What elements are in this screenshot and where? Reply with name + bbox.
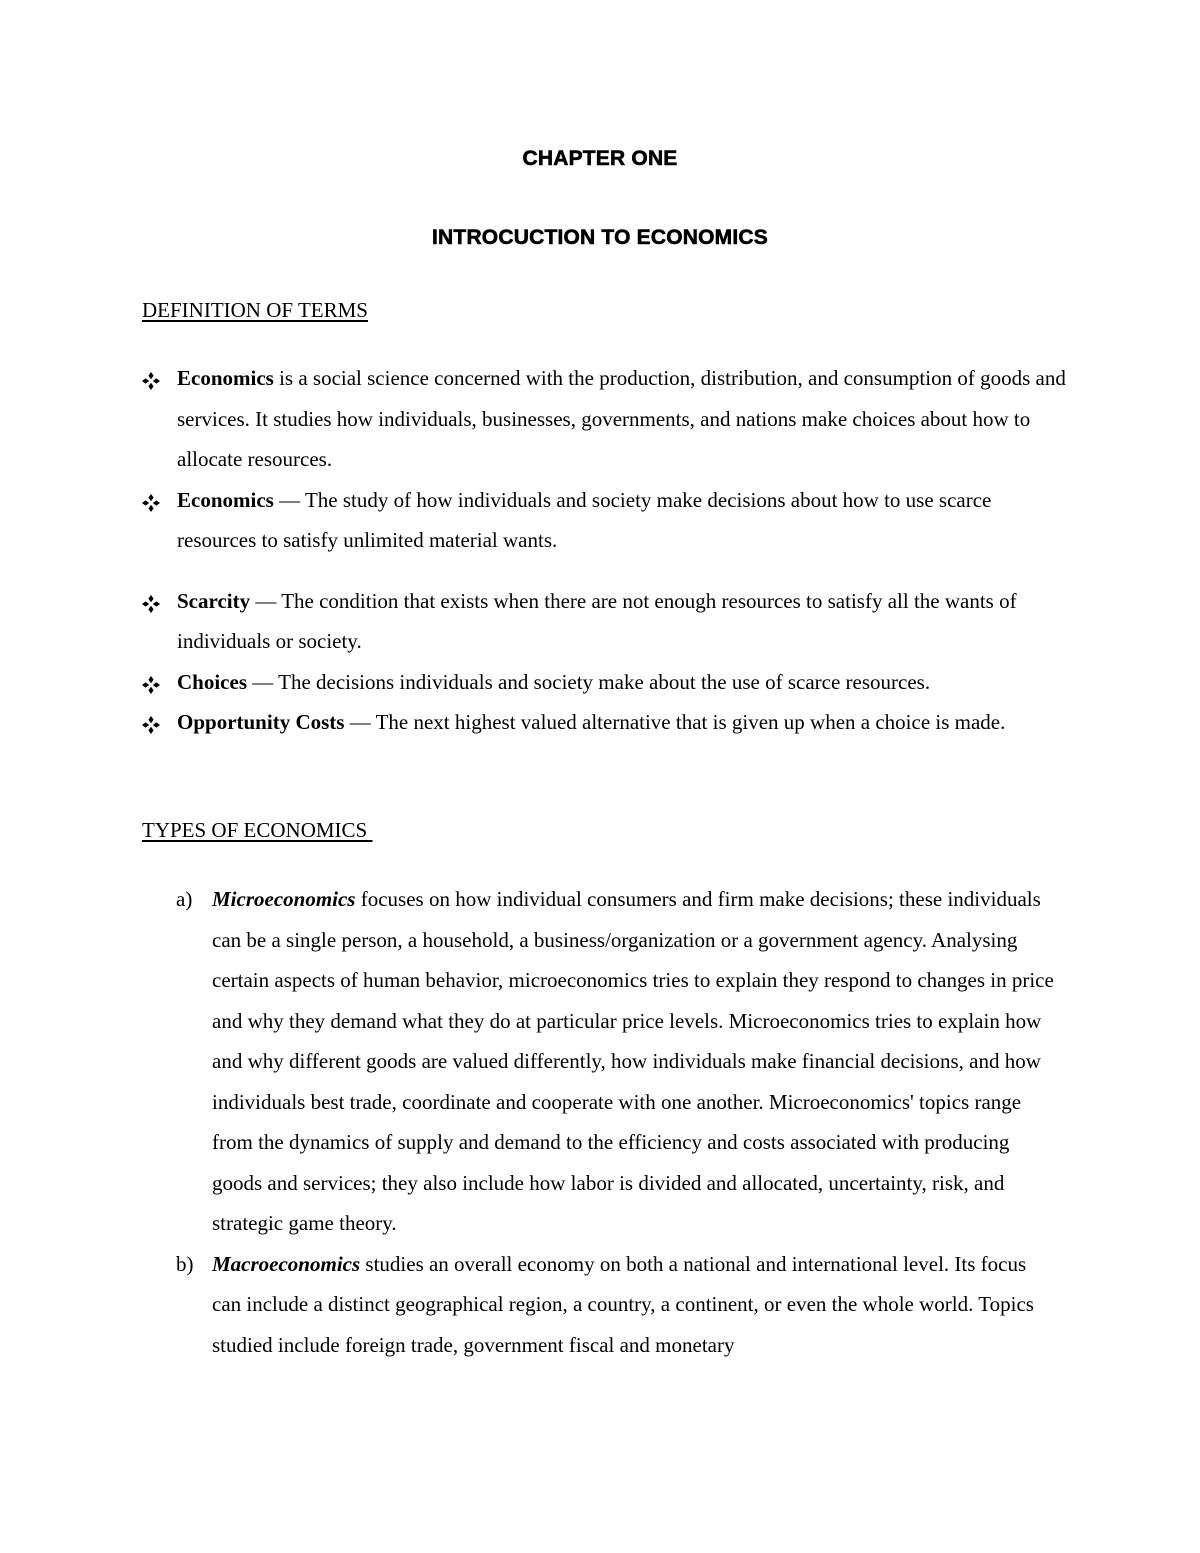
definition-item-opportunity-costs bbox=[142, 702, 1072, 743]
list-marker: a) bbox=[176, 887, 193, 911]
definition-term: Scarcity bbox=[177, 588, 251, 613]
type-text: focuses on how individual consumers and firm make decisions; these individuals can be a single person, a household, a business/organization or a government agency. Analysing certain aspects of human behavior, microeconomics tries to explain they respond to changes in price and why they demand what they do at particular price levels. Microeconomics tries to explain how and why different goods are valued differently, how individuals make financial decisions, and how individuals best trade, coordinate and cooperate with one another. Microeconomics' topics range from the dynamics of supply and demand to the efficiency and costs associated with producing goods and services; they also include how labor is divided and allocated, uncertainty, risk, and strategic game theory. bbox=[212, 887, 1054, 1235]
type-text: studies an overall economy on both a national and international level. Its focus can include a distinct geographical region, a country, a continent, or even the whole world. Topics studied include foreign trade, government fiscal and monetary bbox=[212, 1251, 1034, 1357]
definitions-heading: DEFINITION OF TERMS bbox=[142, 298, 368, 322]
definition-term: Economics bbox=[177, 366, 274, 390]
definition-text: — The study of how individuals and society make decisions about how to use scarce resources to satisfy unlimited material wants. bbox=[177, 487, 992, 552]
definition-item-economics-2 bbox=[142, 480, 1072, 561]
list-marker: b) bbox=[176, 1251, 194, 1276]
type-item-microeconomics bbox=[176, 879, 1056, 1244]
four-diamond-bullet-icon bbox=[142, 494, 160, 512]
type-term: Microeconomics bbox=[212, 887, 356, 911]
chapter-title: CHAPTER ONE bbox=[522, 147, 678, 170]
type-item-macroeconomics bbox=[176, 1244, 1056, 1366]
four-diamond-bullet-icon bbox=[142, 595, 160, 613]
four-diamond-bullet-icon bbox=[142, 716, 160, 734]
definition-item-choices bbox=[142, 662, 1072, 703]
definition-text: — The condition that exists when there are not enough resources to satisfy all the wants of individuals or society. bbox=[177, 588, 1017, 653]
types-heading: TYPES OF ECONOMICS bbox=[142, 818, 373, 842]
definition-term: Economics bbox=[177, 487, 274, 512]
definitions-list bbox=[142, 358, 1072, 743]
definition-term: Opportunity Costs bbox=[177, 710, 345, 734]
definition-item-scarcity bbox=[142, 581, 1072, 662]
types-list bbox=[176, 879, 1056, 1365]
definition-text: — The next highest valued alternative that is given up when a choice is made. bbox=[344, 710, 1006, 734]
definition-text: — The decisions individuals and society make about the use of scarce resources. bbox=[247, 669, 931, 694]
definition-item-economics-1 bbox=[142, 358, 1072, 480]
chapter-subtitle: INTROCUCTION TO ECONOMICS bbox=[432, 226, 768, 249]
four-diamond-bullet-icon bbox=[142, 676, 160, 694]
type-term: Macroeconomics bbox=[212, 1251, 361, 1276]
four-diamond-bullet-icon bbox=[142, 372, 160, 390]
definition-text: is a social science concerned with the production, distribution, and consumption of goods and services. It studies how individuals, businesses, governments, and nations make choices about how to allocate resources. bbox=[177, 366, 1066, 471]
definition-term: Choices bbox=[177, 669, 247, 694]
